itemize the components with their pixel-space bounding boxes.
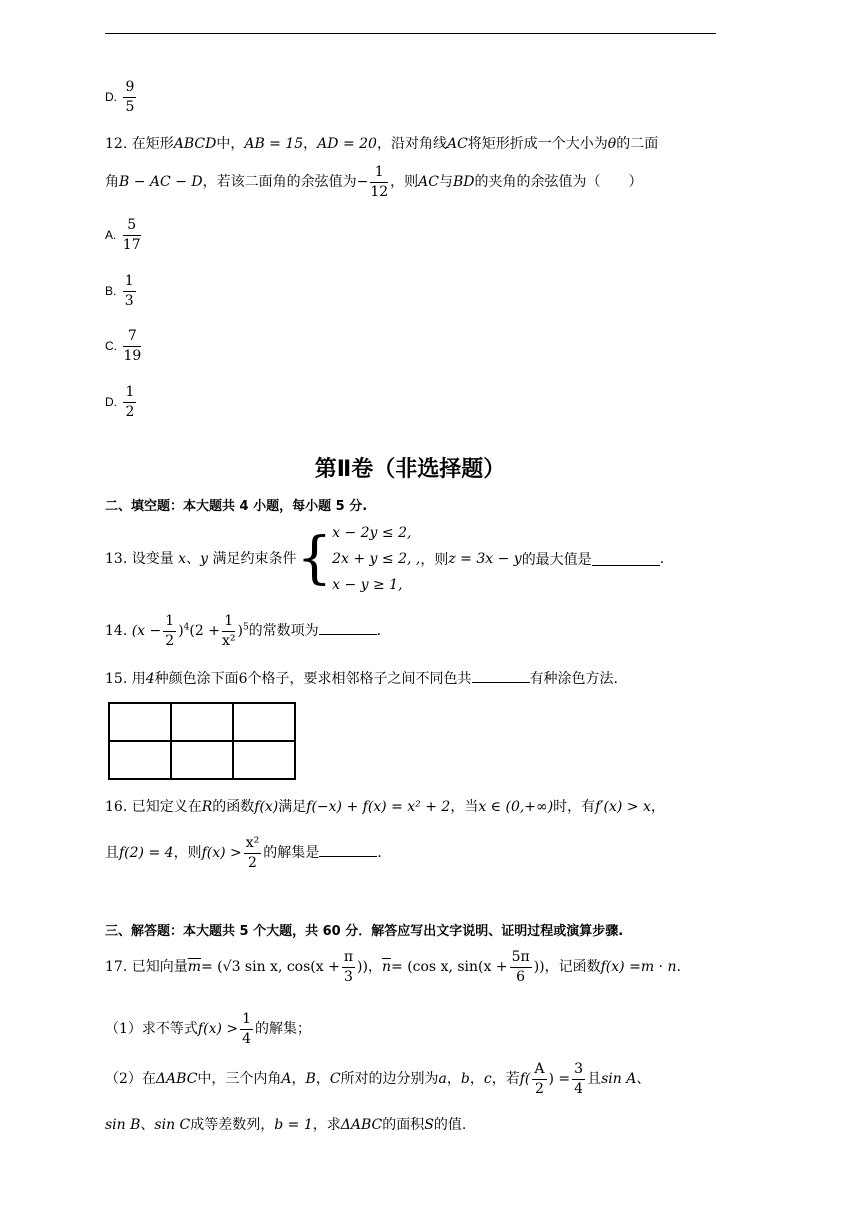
- q12-line2: 角B − AC − D，若该二面角的余弦值为− $\frac{1}{12}$ ，则AC与BD的夹角的余弦值为（ ）: [105, 164, 643, 200]
- part2-heading: 二、填空题：本大题共 4 小题，每小题 5 分.: [105, 499, 368, 514]
- answer-blank[interactable]: [472, 670, 530, 683]
- grid-cell: [171, 741, 233, 779]
- q15: 15. 用4种颜色涂下面6个格子，要求相邻格子之间不同色共 有种涂色方法.: [105, 671, 619, 687]
- q12-line1: 12. 在矩形ABCD中，AB = 15，AD = 20，沿对角线AC将矩形折成一个大小为θ的二面: [105, 136, 659, 152]
- header-rule: [105, 33, 716, 34]
- grid-cell: [109, 741, 171, 779]
- q17-part2-line2: sin B、sin C成等差数列，b = 1，求ΔABC的面积S的值.: [105, 1117, 467, 1133]
- q16-line1: 16. 已知定义在R的函数f(x)满足f(−x) + f(x) = x² + 2，当x ∈ (0,+∞)时，有f′(x) > x，: [105, 799, 665, 815]
- q13: 13. 设变量 x、y 满足约束条件{ x − 2y ≤ 2, 2x + y ≤ 2, , x − y ≥ 1, ，则z = 3x − y的最大值是 .: [105, 520, 664, 598]
- answer-blank[interactable]: [319, 622, 377, 635]
- q11-option-d: [105, 80, 138, 114]
- option-fraction: $\frac{9}{5}$: [125, 79, 135, 115]
- cosine-fraction: $\frac{1}{12}$: [370, 164, 389, 200]
- part3-heading: 三、解答题：本大题共 5 个大题，共 60 分．解答应写出文字说明、证明过程或演算步骤.: [105, 924, 624, 939]
- q17-line1: 17. 已知向量$\overline{m}= (√3$ sin x, cos(x + $\frac{\pi}{3}$ ))，$\overline{n}= (\cos$ x, sin(x + $\frac{5\pi}{6}$ ))，记函数f(x) =m · n.: [105, 949, 681, 985]
- q12-option-b: B. $\frac{1}{3}$: [105, 273, 134, 309]
- section-title: 第Ⅱ卷（非选择题）: [314, 457, 506, 482]
- q17-part2-line1: （2）在ΔABC中，三个内角A，B，C所对的边分别为a，b，c，若f( $\frac{A}{2}$ ) = $\frac{3}{4}$ 且sin A、: [105, 1061, 651, 1097]
- coloring-grid: [108, 702, 296, 780]
- brace: {: [296, 526, 333, 591]
- grid-cell: [233, 703, 295, 741]
- grid-cell: [233, 741, 295, 779]
- grid-cell: [109, 703, 171, 741]
- grid-cell: [171, 703, 233, 741]
- option-label: D.: [105, 90, 117, 105]
- constraint-system: x − 2y ≤ 2, 2x + y ≤ 2, , x − y ≥ 1,: [332, 525, 421, 593]
- answer-blank[interactable]: [592, 553, 660, 566]
- q17-part1: （1）求不等式f(x) > $\frac{1}{4}$ 的解集；: [105, 1011, 312, 1047]
- q14: 14. (x − $\frac{1}{2}$ )$^4$(2 + $\frac{1}{\text{x²}}$ )$^5$的常数项为 .: [105, 613, 382, 649]
- q12-option-a: A. $\frac{5}{17}$: [105, 217, 141, 253]
- q16-line2: 且f(2) = 4，则f(x) > $\frac{\text{x²}}{2}$ 的解集是 .: [105, 835, 382, 871]
- q12-option-d: D. $\frac{1}{2}$: [105, 384, 135, 420]
- q12-option-c: C. $\frac{7}{19}$: [105, 328, 142, 364]
- answer-blank[interactable]: [319, 844, 377, 857]
